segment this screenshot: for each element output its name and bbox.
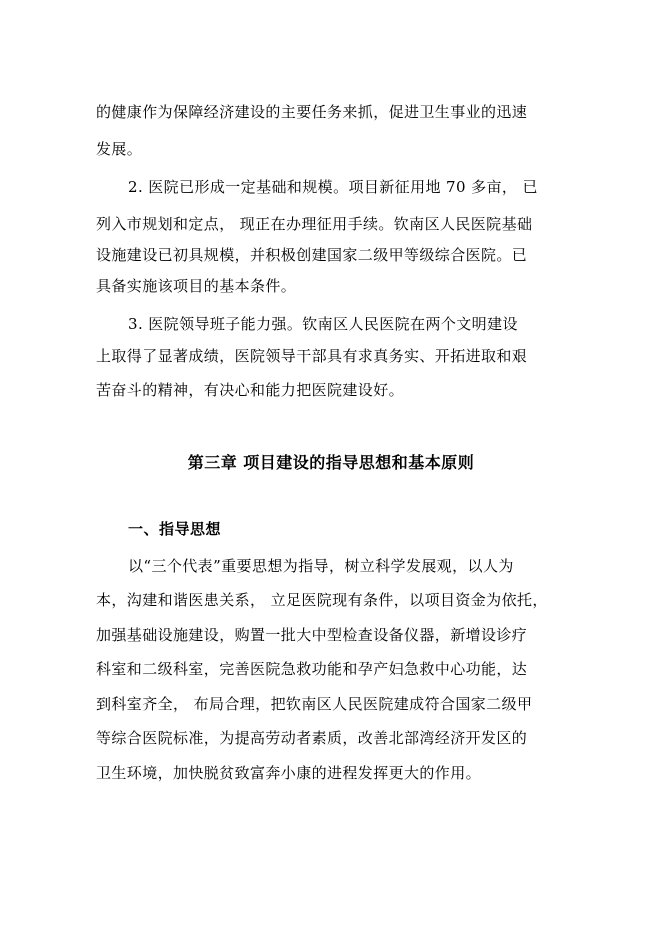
guiding-line-7: 卫生环境，加快脱贫致富奔小康的进程发挥更大的作用。: [96, 764, 482, 782]
guiding-line-2: 本，沟建和谐医患关系， 立足医院现有条件，以项目资金为依托，: [96, 591, 548, 609]
guiding-line-4: 科室和二级科室，完善医院急救功能和孕产妇急救中心功能，达: [96, 660, 528, 678]
item3-line-2: 上取得了显著成绩，医院领导干部具有求真务实、开拓进取和艰: [96, 347, 528, 365]
item2-line-2: 列入市规划和定点， 现正在办理征用手续。钦南区人民医院基础: [96, 215, 533, 233]
guiding-line-6: 等综合医院标准，为提高劳动者素质，改善北部湾经济开发区的: [96, 729, 528, 747]
item3-line-1: 3. 医院领导班子能力强。钦南区人民医院在两个文明建设: [128, 315, 518, 333]
item2-line-1: 2. 医院已形成一定基础和规模。项目新征用地 70 多亩， 已: [128, 178, 538, 196]
guiding-line-1: 以“三个代表”重要思想为指导，树立科学发展观，以人为: [128, 557, 514, 575]
item3-line-3: 苦奋斗的精神，有决心和能力把医院建设好。: [96, 381, 405, 399]
guiding-line-3: 加强基础设施建设，购置一批大中型检查设备仪器，新增设诊疗: [96, 626, 528, 644]
chapter-title: 第三章 项目建设的指导思想和基本原则: [187, 453, 475, 472]
item2-line-4: 具备实施该项目的基本条件。: [96, 277, 297, 295]
guiding-line-5: 到科室齐全， 布局合理，把钦南区人民医院建成符合国家二级甲: [96, 695, 533, 713]
intro-line-2: 发展。: [96, 140, 143, 158]
item2-line-3: 设施建设已初具规模，并积极创建国家二级甲等级综合医院。已: [96, 246, 528, 264]
section-title: 一、指导思想: [128, 520, 222, 538]
intro-line-1: 的健康作为保障经济建设的主要任务来抓，促进卫生事业的迅速: [96, 103, 528, 121]
